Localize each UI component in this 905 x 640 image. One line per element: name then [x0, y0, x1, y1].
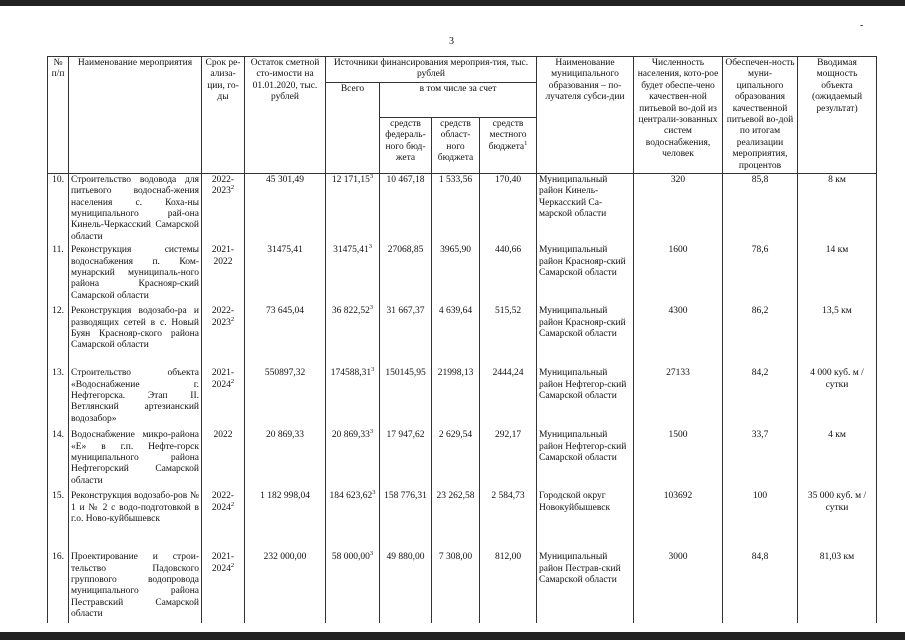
- regional-budget: 4 639,64: [432, 305, 480, 367]
- table-row: [48, 490, 877, 551]
- regional-budget: 1 533,56: [432, 173, 480, 244]
- provision-percent: 84,2: [723, 367, 798, 429]
- local-budget: 812,00: [480, 551, 537, 623]
- total-financing: 36 822,52$^3$: [326, 305, 380, 367]
- provision-percent: 86,2: [723, 305, 798, 367]
- page-number: 3: [449, 36, 454, 47]
- recipient-name: Муниципальный район Нефтегор-ский Самарской области: [537, 367, 634, 429]
- federal-budget: 158 776,31: [380, 490, 432, 551]
- capacity-result: 81,03 км: [798, 551, 877, 623]
- header-federal: средств федераль-ного бюд-жета: [380, 117, 432, 173]
- capacity-result: 35 000 куб. м / сутки: [798, 490, 877, 551]
- federal-budget: 150145,95: [380, 367, 432, 429]
- local-budget: 292,17: [480, 429, 537, 490]
- federal-budget: 31 667,37: [380, 305, 432, 367]
- implementation-term: 2022-2024$^2$: [202, 490, 245, 551]
- table-row: [48, 551, 877, 623]
- recipient-name: Муниципальный район Краснояр-ский Самарской области: [537, 305, 634, 367]
- header-name: Наименование мероприятия: [69, 57, 202, 174]
- recipient-name: Муниципальный район Пестрав-ский Самарской области: [537, 551, 634, 623]
- row-number: 15.: [48, 490, 69, 551]
- capacity-result: 14 км: [798, 244, 877, 305]
- corner-mark: -: [860, 20, 864, 31]
- header-provision: Обеспечен-ность муни-ципального образования качественной питьевой во-дой по итогам реализации мероприятия, процентов: [723, 57, 798, 174]
- measure-name: Реконструкция водозабо-ров № 1 и № 2 с водо-подготовкой в г.о. Ново-куйбышевск: [69, 490, 202, 551]
- measure-name: Строительство водовода для питьевого водоснаб-жения населения с. Коха-ны муниципального рай-она Кинель-Черкасский Самарской области: [69, 173, 202, 244]
- capacity-result: 13,5 км: [798, 305, 877, 367]
- header-sources: Источники финансирования мероприя-тия, тыс. рублей: [326, 57, 537, 83]
- regional-budget: 2 629,54: [432, 429, 480, 490]
- implementation-term: 2021-2024$^2$: [202, 551, 245, 623]
- population-served: 103692: [634, 490, 723, 551]
- population-served: 320: [634, 173, 723, 244]
- population-served: 1600: [634, 244, 723, 305]
- population-served: 4300: [634, 305, 723, 367]
- total-financing: 12 171,15$^3$: [326, 173, 380, 244]
- federal-budget: 27068,85: [380, 244, 432, 305]
- top-border: [0, 0, 905, 6]
- table-row: [48, 429, 877, 490]
- row-number: 13.: [48, 367, 69, 429]
- regional-budget: 21998,13: [432, 367, 480, 429]
- implementation-term: 2021-2022: [202, 244, 245, 305]
- header-including: в том числе за счет: [380, 82, 537, 117]
- regional-budget: 23 262,58: [432, 490, 480, 551]
- header-local: средств местного бюджета$^1$: [480, 117, 537, 173]
- capacity-result: 4 км: [798, 429, 877, 490]
- population-served: 1500: [634, 429, 723, 490]
- header-term: Срок ре-ализа-ции, го-ды: [202, 57, 245, 174]
- financing-table: [47, 56, 877, 623]
- header-recipient: Наименование муниципального образования – по-лучателя субси-дии: [537, 57, 634, 174]
- measure-name: Водоснабжение микро-района «Е» в г.п. Нефте-горск муниципального района Нефтегорский Самарской области: [69, 429, 202, 490]
- recipient-name: Муниципальный район Нефтегор-ский Самарской области: [537, 429, 634, 490]
- measure-name: Проектирование и строи-тельство Падовского группового водопровода муниципального района Пестравский Самарской области: [69, 551, 202, 623]
- measure-name: Реконструкция водозабо-ра и разводящих сетей в с. Новый Буян Краснояр-ского района Самарской области: [69, 305, 202, 367]
- bottom-border: [0, 632, 905, 640]
- recipient-name: Муниципальный район Краснояр-ский Самарской области: [537, 244, 634, 305]
- total-financing: 58 000,00$^3$: [326, 551, 380, 623]
- provision-percent: 33,7: [723, 429, 798, 490]
- header-regional: средств област-ного бюджета: [432, 117, 480, 173]
- implementation-term: 2021-2024$^2$: [202, 367, 245, 429]
- recipient-name: Городской округ Новокуйбышевск: [537, 490, 634, 551]
- local-budget: 515,52: [480, 305, 537, 367]
- remaining-cost: 31475,41: [245, 244, 326, 305]
- federal-budget: 49 880,00: [380, 551, 432, 623]
- row-number: 10.: [48, 173, 69, 244]
- remaining-cost: 73 645,04: [245, 305, 326, 367]
- implementation-term: 2022: [202, 429, 245, 490]
- regional-budget: 3965,90: [432, 244, 480, 305]
- provision-percent: 100: [723, 490, 798, 551]
- total-financing: 174588,31$^3$: [326, 367, 380, 429]
- provision-percent: 78,6: [723, 244, 798, 305]
- header-total: Всего: [326, 82, 380, 173]
- capacity-result: 8 км: [798, 173, 877, 244]
- provision-percent: 84,8: [723, 551, 798, 623]
- federal-budget: 10 467,18: [380, 173, 432, 244]
- row-number: 16.: [48, 551, 69, 623]
- federal-budget: 17 947,62: [380, 429, 432, 490]
- local-budget: 440,66: [480, 244, 537, 305]
- header-num: № п/п: [48, 57, 69, 174]
- local-budget: 2444,24: [480, 367, 537, 429]
- regional-budget: 7 308,00: [432, 551, 480, 623]
- implementation-term: 2022-2023$^2$: [202, 173, 245, 244]
- population-served: 27133: [634, 367, 723, 429]
- provision-percent: 85,8: [723, 173, 798, 244]
- local-budget: 2 584,73: [480, 490, 537, 551]
- header-remainder: Остаток сметной сто-имости на 01.01.2020, тыс. рублей: [245, 57, 326, 174]
- remaining-cost: 1 182 998,04: [245, 490, 326, 551]
- measure-name: Строительство объекта «Водоснабжение г. Нефтегорска. Этап II. Ветлянский артезианский водозабор»: [69, 367, 202, 429]
- remaining-cost: 45 301,49: [245, 173, 326, 244]
- recipient-name: Муниципальный район Кинель-Черкасский Са-марской области: [537, 173, 634, 244]
- remaining-cost: 232 000,00: [245, 551, 326, 623]
- row-number: 12.: [48, 305, 69, 367]
- implementation-term: 2022-2023$^2$: [202, 305, 245, 367]
- population-served: 3000: [634, 551, 723, 623]
- table-row: [48, 173, 877, 244]
- total-financing: 184 623,62$^3$: [326, 490, 380, 551]
- row-number: 14.: [48, 429, 69, 490]
- row-number: 11.: [48, 244, 69, 305]
- table-row: [48, 305, 877, 367]
- remaining-cost: 20 869,33: [245, 429, 326, 490]
- measure-name: Реконструкция системы водоснабжения п. Ком-мунарский муниципаль-ного района Краснояр-ский Самарской области: [69, 244, 202, 305]
- header-capacity: Вводимая мощность объекта (ожидаемый результат): [798, 57, 877, 174]
- remaining-cost: 550897,32: [245, 367, 326, 429]
- total-financing: 20 869,33$^3$: [326, 429, 380, 490]
- total-financing: 31475,41$^3$: [326, 244, 380, 305]
- table-row: [48, 367, 877, 429]
- table-row: [48, 244, 877, 305]
- local-budget: 170,40: [480, 173, 537, 244]
- header-population: Численность населения, кото-рое будет обеспе-чено качествен-ной питьевой во-дой из централи-зованных систем водоснабжения, человек: [634, 57, 723, 174]
- capacity-result: 4 000 куб. м / сутки: [798, 367, 877, 429]
